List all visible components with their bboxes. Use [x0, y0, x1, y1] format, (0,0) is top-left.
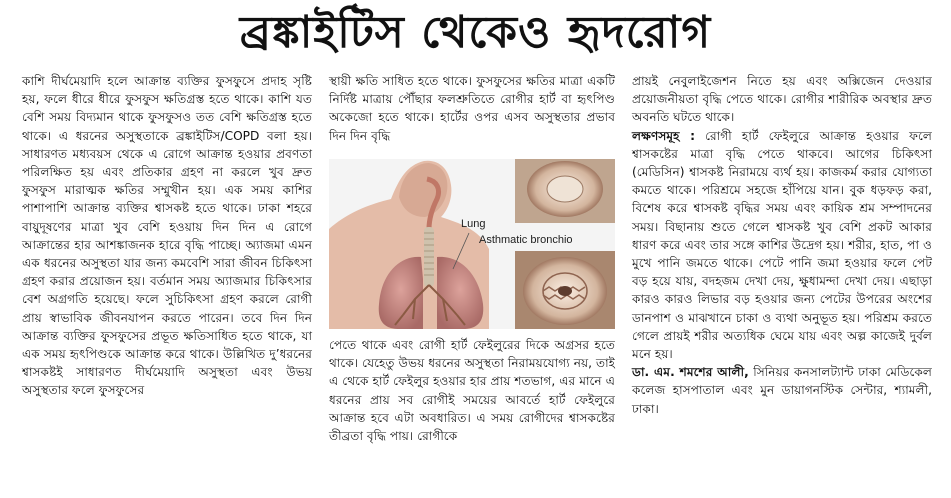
article-column-2-bottom [329, 336, 615, 445]
bronchus-cross-section-inflamed [515, 251, 615, 329]
lung-label: Lung [461, 218, 486, 230]
column-1-paragraph: কাশি দীর্ঘমেয়াদি হলে আক্রান্ত ব্যক্তির ফুসফুসে প্রদাহ সৃষ্টি হয়, ফলে ধীরে ধীরে ফুসফুস ক্ষতিগ্রস্ত হতে থাকে। কাশি যত বেশি সময় বিদ্যমান থাকে ফুসফুসও তত বেশি ক্ষতিগ্রস্ত হতে থাকে। এ ধরনের অসুস্থতাকে ব্রঙ্কাইটিস/COPD বলা হয়। সাধারণত মধ্যবয়স থেকে এ রোগে আক্রান্ত হওয়ার প্রবণতা পরিলক্ষিত হয় এবং প্রতিকার গ্রহণ না করলে খুব দ্রুত ফুসফুস মারাত্মক ক্ষতির সম্মুখীন হয়। এক সময় কাশির পাশাপাশি আক্রান্ত ব্যক্তির শ্বাসকষ্ট হতে থাকে। ঢাকা শহরে বায়ুদূষণের মাত্রা খুব বেশি হওয়ায় দিন দিন এ রোগে আক্রান্তের হার আশঙ্কাজনক হারে বৃদ্ধি পাচ্ছে। অ্যাজমা এমন এক ধরনের অসুস্থতা যার জন্য কমবেশি সারা জীবন চিকিৎসা গ্রহণ করার প্রয়োজন হয়। বর্তমান সময় অ্যাজমার চিকিৎসার বেশ অগ্রগতি হয়েছে। ফলে সুচিকিৎসা গ্রহণ করলে রোগী প্রায় স্বাভাবিক জীবনযাপন করতে পারেন। তবে দিন দিন আক্রান্ত ব্যক্তির ফুসফুসের প্রভূত ক্ষতিসাধিত হতে থাকে, যা এক সময় হৃৎপিণ্ডকে আক্রান্ত করে থাকে। উল্লিখিত দু’ধরনের শ্বাসকষ্টই সাধারণত দীর্ঘমেয়াদি অসুস্থতা এবং উভয় অসুস্থতার ফলে ফুসফুসের [22, 74, 312, 398]
symptoms-paragraph [632, 127, 932, 364]
article-column-3 [632, 72, 932, 418]
author-credit [632, 363, 932, 418]
article-column-2-top [329, 72, 615, 145]
article-headline: ব্রঙ্কাইটিস থেকেও হৃদরোগ [239, 7, 712, 58]
symptoms-heading: লক্ষণসমূহ : [632, 128, 695, 143]
column-3-intro-paragraph: প্রায়ই নেবুলাইজেশন নিতে হয় এবং অক্সিজেন দেওয়ার প্রয়োজনীয়তা বৃদ্ধি পেতে থাকে। রোগীর শারীরিক অবস্থার দ্রুত অবনতি ঘটতে থাকে। [632, 74, 932, 125]
bronchi-anatomy-image [329, 159, 615, 329]
column-2-top-paragraph: স্থায়ী ক্ষতি সাধিত হতে থাকে। ফুসফুসের ক্ষতির মাত্রা একটি নির্দিষ্ট মাত্রায় পৌঁছার ফলশ্রুতিতে রোগীর হার্ট বা হৃৎপিণ্ড অকেজো হতে থাকে। হার্টের ওপর এসব অসুস্থতার প্রভাব দিন দিন বৃদ্ধি [329, 74, 615, 143]
bronchi-illustration [329, 159, 615, 329]
column-2-bottom-paragraph: পেতে থাকে এবং রোগী হার্ট ফেইলুরের দিকে অগ্রসর হতে থাকে। যেহেতু উভয় ধরনের অসুস্থতা নিরাময়যোগ্য নয়, তাই এ থেকে হার্ট ফেইলুর হওয়ার হার প্রায় শতভাগ, এর মানে এ ধরনের প্রায় সব রোগীই সময়ের আবর্তে হার্ট ফেইলুরে আক্রান্ত হবে এটা অবধারিত। এ সময় রোগীদের শ্বাসকষ্টের তীব্রতা বৃদ্ধি পায়। রোগীকে [329, 338, 615, 444]
author-name: ডা. এম. শমশের আলী, [632, 365, 749, 380]
author-details: সিনিয়র কনসালট্যান্ট ঢাকা মেডিকেল কলেজ হাসপাতাল এবং মুন ডায়াগনস্টিক সেন্টার, শ্যামলী, ঢাকা। [632, 365, 932, 416]
bronchus-cross-section-normal [515, 159, 615, 223]
asthmatic-bronchio-label: Asthmatic bronchio [479, 234, 573, 246]
article-column-1 [22, 72, 312, 400]
symptoms-text: রোগী হার্ট ফেইলুরে আক্রান্ত হওয়ার ফলে শ্বাসকষ্টের মাত্রা বৃদ্ধি পেতে থাকবে। আগের চিকিৎসা (মেডিসিন) শ্বাসকষ্ট নিরাময়ে ব্যর্থ হয়। কাজকর্ম করার যোগ্যতা কমতে থাকে। পরিশ্রমে সহজে হাঁপিয়ে যান। বুক ধড়ফড় করা, বিশেষ করে শ্বাসকষ্ট বৃদ্ধির সময় এবং কায়িক শ্রম সম্পাদনের সময়। বিছানায় শুতে গেলে শ্বাসকষ্ট খুব বেশি প্রকট আকার ধারণ করে এবং তার সঙ্গে কাশির উদ্রেগ হয়। শরীর, হাত, পা ও মুখে পানি জমতে থাকে। পেটে পানি জমা হওয়ার ফলে পেট বড় হয়ে যায়, বদহজম দেখা দেয়, ক্ষুধামন্দা দেখা দেয়। এছাড়া কারও কারও লিভার বড় হওয়ার জন্য পেটের উপরের অংশের ডানপাশ ও মাঝখানে চাকা ও ব্যথা অনুভূত হয়। পরিশ্রম করতে গেলে প্রায়ই শরীর অত্যধিক ঘেমে যায় এবং অল্প কাজেই দুর্বল মনে হয়। [632, 128, 932, 362]
